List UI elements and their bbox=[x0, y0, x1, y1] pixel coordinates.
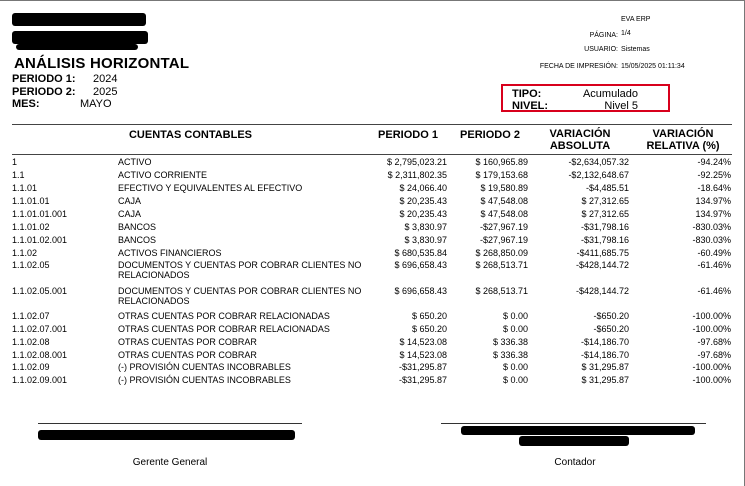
tipo-value: Acumulado bbox=[582, 88, 638, 100]
redacted-accountant-id bbox=[519, 436, 629, 446]
periodo2-value: $ 19,580.89 bbox=[480, 183, 528, 193]
periodo2-value: $ 268,513.71 bbox=[475, 260, 528, 270]
signature-line-left bbox=[38, 423, 302, 424]
nivel-label: NIVEL: bbox=[512, 100, 549, 112]
periodo1-value: $ 650.20 bbox=[411, 324, 447, 334]
account-name: DOCUMENTOS Y CUENTAS POR COBRAR CLIENTES NO RELACIONADOS bbox=[118, 260, 362, 280]
variacion-relativa-value: -97.68% bbox=[697, 337, 731, 347]
periodo1-value: $ 680,535.84 bbox=[394, 248, 447, 258]
variacion-absoluta-value: -$31,798.16 bbox=[580, 222, 629, 232]
system-name: EVA ERP bbox=[621, 16, 651, 23]
account-name: BANCOS bbox=[118, 222, 157, 232]
periodo2-value: $ 268,850.09 bbox=[475, 248, 528, 258]
signature-label-contador: Contador bbox=[554, 457, 596, 468]
variacion-relativa-value: -100.00% bbox=[692, 375, 731, 385]
variacion-relativa-value: -830.03% bbox=[692, 235, 731, 245]
periodo2-value: $ 0.00 bbox=[502, 362, 528, 372]
periodo2-label: PERIODO 2: bbox=[12, 86, 76, 98]
periodo2-value: $ 179,153.68 bbox=[475, 170, 528, 180]
redacted-company-address bbox=[16, 44, 138, 50]
account-code: 1.1.01.02.001 bbox=[12, 235, 68, 245]
redacted-company-name bbox=[12, 13, 146, 26]
col-header-periodo1: PERIODO 1 bbox=[378, 129, 438, 141]
account-name: OTRAS CUENTAS POR COBRAR RELACIONADAS bbox=[118, 324, 330, 334]
variacion-relativa-value: -61.46% bbox=[697, 260, 731, 270]
nivel-value: Nivel 5 bbox=[604, 100, 638, 112]
account-code: 1.1.01.01 bbox=[12, 196, 50, 206]
variacion-absoluta-value: -$428,144.72 bbox=[575, 286, 629, 296]
pagina-value: 1/4 bbox=[621, 30, 631, 37]
col-header-periodo2: PERIODO 2 bbox=[460, 129, 520, 141]
periodo1-value: $ 2,311,802.35 bbox=[387, 170, 447, 180]
periodo2-value: 2025 bbox=[93, 86, 118, 98]
variacion-relativa-value: -60.49% bbox=[697, 248, 731, 258]
pagina-label: PÁGINA: bbox=[589, 32, 618, 39]
page-border-top bbox=[0, 0, 745, 1]
account-name: ACTIVO bbox=[118, 157, 152, 167]
account-code: 1.1.02.08 bbox=[12, 337, 50, 347]
variacion-absoluta-value: -$31,798.16 bbox=[580, 235, 629, 245]
account-code: 1.1.02.05.001 bbox=[12, 286, 68, 296]
periodo1-value: $ 650.20 bbox=[411, 311, 447, 321]
periodo1-value: -$31,295.87 bbox=[398, 362, 447, 372]
account-code: 1.1.02.05 bbox=[12, 260, 50, 270]
variacion-absoluta-value: -$14,186.70 bbox=[580, 350, 629, 360]
periodo1-value: $ 696,658.43 bbox=[394, 286, 447, 296]
tipo-label: TIPO: bbox=[512, 88, 542, 100]
variacion-absoluta-value: -$2,634,057.32 bbox=[568, 157, 629, 167]
periodo1-value: $ 3,830.97 bbox=[404, 235, 447, 245]
variacion-relativa-value: -18.64% bbox=[697, 183, 731, 193]
var-abs-line1: VARIACIÓN bbox=[549, 128, 611, 140]
periodo2-value: -$27,967.19 bbox=[479, 222, 528, 232]
periodo2-value: -$27,967.19 bbox=[479, 235, 528, 245]
account-name: ACTIVO CORRIENTE bbox=[118, 170, 208, 180]
periodo2-value: $ 47,548.08 bbox=[480, 196, 528, 206]
variacion-absoluta-value: -$2,132,648.67 bbox=[568, 170, 629, 180]
var-rel-line1: VARIACIÓN bbox=[652, 128, 714, 140]
account-code: 1.1 bbox=[12, 170, 25, 180]
periodo2-value: $ 0.00 bbox=[502, 375, 528, 385]
table-header-rule bbox=[12, 154, 732, 155]
variacion-absoluta-value: -$411,685.75 bbox=[576, 248, 629, 258]
col-header-variacion-relativa bbox=[640, 128, 726, 152]
col-header-variacion-absoluta bbox=[540, 128, 620, 152]
account-name: BANCOS bbox=[118, 235, 157, 245]
account-code: 1.1.01.01.001 bbox=[12, 209, 68, 219]
variacion-relativa-value: -97.68% bbox=[697, 350, 731, 360]
account-code: 1.1.02.07 bbox=[12, 311, 50, 321]
report-title: ANÁLISIS HORIZONTAL bbox=[14, 55, 190, 72]
periodo2-value: $ 47,548.08 bbox=[480, 209, 528, 219]
account-code: 1.1.01 bbox=[12, 183, 38, 193]
redacted-accountant-name bbox=[461, 426, 695, 435]
signature-line-right bbox=[441, 423, 706, 424]
redacted-company-id bbox=[12, 31, 148, 44]
variacion-absoluta-value: -$14,186.70 bbox=[580, 337, 629, 347]
account-code: 1.1.02.08.001 bbox=[12, 350, 68, 360]
account-name: OTRAS CUENTAS POR COBRAR bbox=[118, 350, 257, 360]
tipo-nivel-highlight-box bbox=[501, 84, 670, 112]
variacion-relativa-value: -830.03% bbox=[692, 222, 731, 232]
variacion-absoluta-value: $ 31,295.87 bbox=[581, 362, 629, 372]
periodo1-value: 2024 bbox=[93, 73, 118, 85]
periodo2-value: $ 160,965.89 bbox=[475, 157, 528, 167]
periodo1-value: $ 20,235.43 bbox=[399, 196, 447, 206]
variacion-relativa-value: -100.00% bbox=[692, 311, 731, 321]
account-name: OTRAS CUENTAS POR COBRAR bbox=[118, 337, 257, 347]
periodo1-value: $ 14,523.08 bbox=[399, 350, 447, 360]
variacion-absoluta-value: $ 31,295.87 bbox=[581, 375, 629, 385]
account-name: EFECTIVO Y EQUIVALENTES AL EFECTIVO bbox=[118, 183, 303, 193]
account-code: 1.1.02 bbox=[12, 248, 38, 258]
signature-label-gerente: Gerente General bbox=[132, 457, 208, 468]
variacion-relativa-value: 134.97% bbox=[695, 209, 731, 219]
periodo1-label: PERIODO 1: bbox=[12, 73, 76, 85]
periodo2-value: $ 336.38 bbox=[492, 350, 528, 360]
periodo1-value: -$31,295.87 bbox=[398, 375, 447, 385]
table-top-rule bbox=[12, 124, 732, 125]
periodo1-value: $ 24,066.40 bbox=[399, 183, 447, 193]
account-code: 1.1.02.09 bbox=[12, 362, 50, 372]
periodo1-value: $ 14,523.08 bbox=[399, 337, 447, 347]
variacion-relativa-value: 134.97% bbox=[695, 196, 731, 206]
account-name: CAJA bbox=[118, 209, 142, 219]
variacion-relativa-value: -61.46% bbox=[697, 286, 731, 296]
var-abs-line2: ABSOLUTA bbox=[549, 140, 611, 152]
account-name: DOCUMENTOS Y CUENTAS POR COBRAR CLIENTES NO RELACIONADOS bbox=[118, 286, 362, 306]
variacion-relativa-value: -94.24% bbox=[697, 157, 731, 167]
variacion-absoluta-value: $ 27,312.65 bbox=[581, 196, 629, 206]
variacion-relativa-value: -92.25% bbox=[697, 170, 731, 180]
variacion-absoluta-value: -$650.20 bbox=[593, 311, 629, 321]
periodo2-value: $ 336.38 bbox=[492, 337, 528, 347]
account-name: (-) PROVISIÓN CUENTAS INCOBRABLES bbox=[118, 375, 291, 385]
usuario-value: Sistemas bbox=[621, 46, 650, 53]
usuario-label: USUARIO: bbox=[584, 46, 618, 53]
account-code: 1 bbox=[12, 157, 18, 167]
periodo2-value: $ 0.00 bbox=[502, 324, 528, 334]
variacion-absoluta-value: -$428,144.72 bbox=[575, 260, 629, 270]
mes-value: MAYO bbox=[80, 98, 112, 110]
account-name: (-) PROVISIÓN CUENTAS INCOBRABLES bbox=[118, 362, 291, 372]
fecha-impresion-value: 15/05/2025 01:11:34 bbox=[621, 63, 685, 70]
var-rel-line2: RELATIVA (%) bbox=[646, 140, 720, 152]
periodo2-value: $ 268,513.71 bbox=[475, 286, 528, 296]
account-code: 1.1.01.02 bbox=[12, 222, 50, 232]
account-name: ACTIVOS FINANCIEROS bbox=[118, 248, 222, 258]
account-name: CAJA bbox=[118, 196, 142, 206]
periodo1-value: $ 20,235.43 bbox=[399, 209, 447, 219]
fecha-impresion-label: FECHA DE IMPRESIÓN: bbox=[539, 63, 618, 70]
periodo1-value: $ 2,795,023.21 bbox=[386, 157, 447, 167]
mes-label: MES: bbox=[12, 98, 40, 110]
periodo1-value: $ 3,830.97 bbox=[404, 222, 447, 232]
variacion-relativa-value: -100.00% bbox=[692, 324, 731, 334]
variacion-relativa-value: -100.00% bbox=[692, 362, 731, 372]
variacion-absoluta-value: -$4,485.51 bbox=[585, 183, 629, 193]
variacion-absoluta-value: -$650.20 bbox=[593, 324, 629, 334]
periodo2-value: $ 0.00 bbox=[502, 311, 528, 321]
account-code: 1.1.02.07.001 bbox=[12, 324, 68, 334]
redacted-manager-name bbox=[38, 430, 295, 440]
account-code: 1.1.02.09.001 bbox=[12, 375, 68, 385]
col-header-cuentas: CUENTAS CONTABLES bbox=[128, 129, 253, 141]
account-name: OTRAS CUENTAS POR COBRAR RELACIONADAS bbox=[118, 311, 330, 321]
periodo1-value: $ 696,658.43 bbox=[394, 260, 447, 270]
variacion-absoluta-value: $ 27,312.65 bbox=[581, 209, 629, 219]
